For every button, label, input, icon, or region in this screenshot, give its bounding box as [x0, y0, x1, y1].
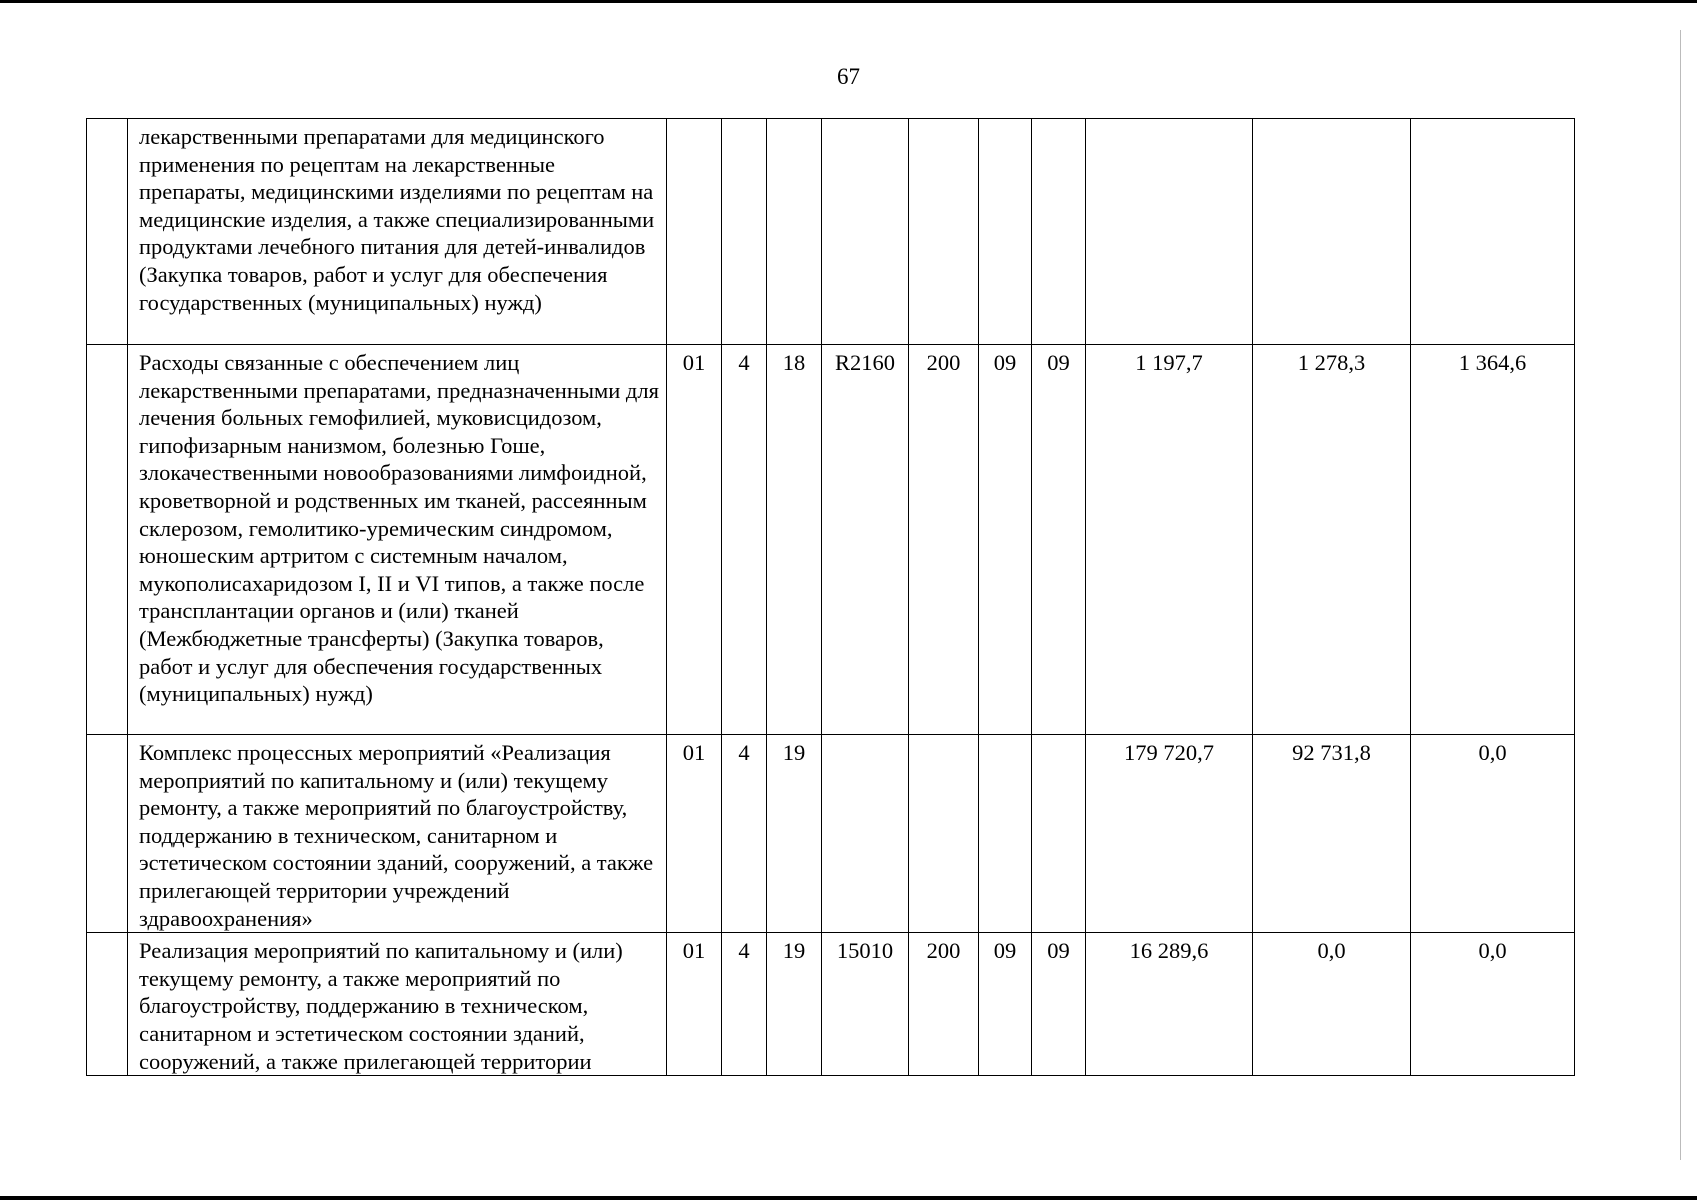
code-cell-5 [909, 735, 979, 933]
code-cell-6: 09 [979, 345, 1032, 735]
code-cell-3 [767, 119, 822, 345]
amount-cell-2: 1 278,3 [1253, 345, 1411, 735]
code-cell-1: 01 [667, 345, 722, 735]
code-cell-7: 09 [1032, 345, 1086, 735]
code-cell-3: 19 [767, 933, 822, 1076]
scan-right-edge [1680, 30, 1681, 1160]
description-cell: лекарственными препаратами для медицинского применения по рецептам на лекарственные препараты, медицинскими изделиями по рецептам на медицинские изделия, а также специализированными продуктами лечебного питания для детей-инвалидов (Закупка товаров, работ и услуг для обеспечения государственных (муниципальных) нужд) [128, 119, 667, 345]
table-row [87, 345, 1575, 735]
code-cell-7: 09 [1032, 933, 1086, 1076]
row-number-cell [87, 735, 128, 933]
code-cell-2 [722, 119, 767, 345]
code-cell-5 [909, 119, 979, 345]
code-cell-2: 4 [722, 933, 767, 1076]
table-row [87, 933, 1575, 1076]
amount-cell-1 [1086, 119, 1253, 345]
code-cell-3: 19 [767, 735, 822, 933]
code-cell-1 [667, 119, 722, 345]
table-row [87, 735, 1575, 933]
amount-cell-3: 0,0 [1411, 933, 1575, 1076]
code-cell-3: 18 [767, 345, 822, 735]
row-number-cell [87, 119, 128, 345]
code-cell-1: 01 [667, 933, 722, 1076]
scan-top-edge [0, 0, 1697, 3]
amount-cell-2: 0,0 [1253, 933, 1411, 1076]
code-cell-4: R2160 [822, 345, 909, 735]
code-cell-2: 4 [722, 345, 767, 735]
code-cell-4: 15010 [822, 933, 909, 1076]
row-number-cell [87, 345, 128, 735]
amount-cell-2: 92 731,8 [1253, 735, 1411, 933]
amount-cell-1: 179 720,7 [1086, 735, 1253, 933]
code-cell-5: 200 [909, 933, 979, 1076]
code-cell-1: 01 [667, 735, 722, 933]
amount-cell-1: 16 289,6 [1086, 933, 1253, 1076]
amount-cell-3 [1411, 119, 1575, 345]
code-cell-7 [1032, 735, 1086, 933]
code-cell-6: 09 [979, 933, 1032, 1076]
amount-cell-1: 1 197,7 [1086, 345, 1253, 735]
code-cell-4 [822, 735, 909, 933]
description-cell: Расходы связанные с обеспечением лиц лекарственными препаратами, предназначенными для лечения больных гемофилией, муковисцидозом, гипофизарным нанизмом, болезнью Гоше, злокачественными новообразованиями лимфоидной, кроветворной и родственных им тканей, рассеянным склерозом, гемолитико-уремическим синдромом, юношеским артритом с системным началом, мукополисахаридозом I, II и VI типов, а также после трансплантации органов и (или) тканей (Межбюджетные трансферты) (Закупка товаров, работ и услуг для обеспечения государственных (муниципальных) нужд) [128, 345, 667, 735]
page-number: 67 [837, 64, 860, 89]
code-cell-5: 200 [909, 345, 979, 735]
code-cell-2: 4 [722, 735, 767, 933]
row-number-cell [87, 933, 128, 1076]
code-cell-4 [822, 119, 909, 345]
scan-bottom-edge [0, 1196, 1697, 1200]
code-cell-6 [979, 735, 1032, 933]
amount-cell-3: 0,0 [1411, 735, 1575, 933]
amount-cell-3: 1 364,6 [1411, 345, 1575, 735]
code-cell-6 [979, 119, 1032, 345]
description-cell: Реализация мероприятий по капитальному и (или) текущему ремонту, а также мероприятий по благоустройству, поддержанию в техническом, санитарном и эстетическом состоянии зданий, сооружений, а также прилегающей территории [128, 933, 667, 1076]
code-cell-7 [1032, 119, 1086, 345]
amount-cell-2 [1253, 119, 1411, 345]
table-row [87, 119, 1575, 345]
budget-table [86, 118, 1575, 1076]
description-cell: Комплекс процессных мероприятий «Реализация мероприятий по капитальному и (или) текущему ремонту, а также мероприятий по благоустройству, поддержанию в техническом, санитарном и эстетическом состоянии зданий, сооружений, а также прилегающей территории учреждений здравоохранения» [128, 735, 667, 933]
